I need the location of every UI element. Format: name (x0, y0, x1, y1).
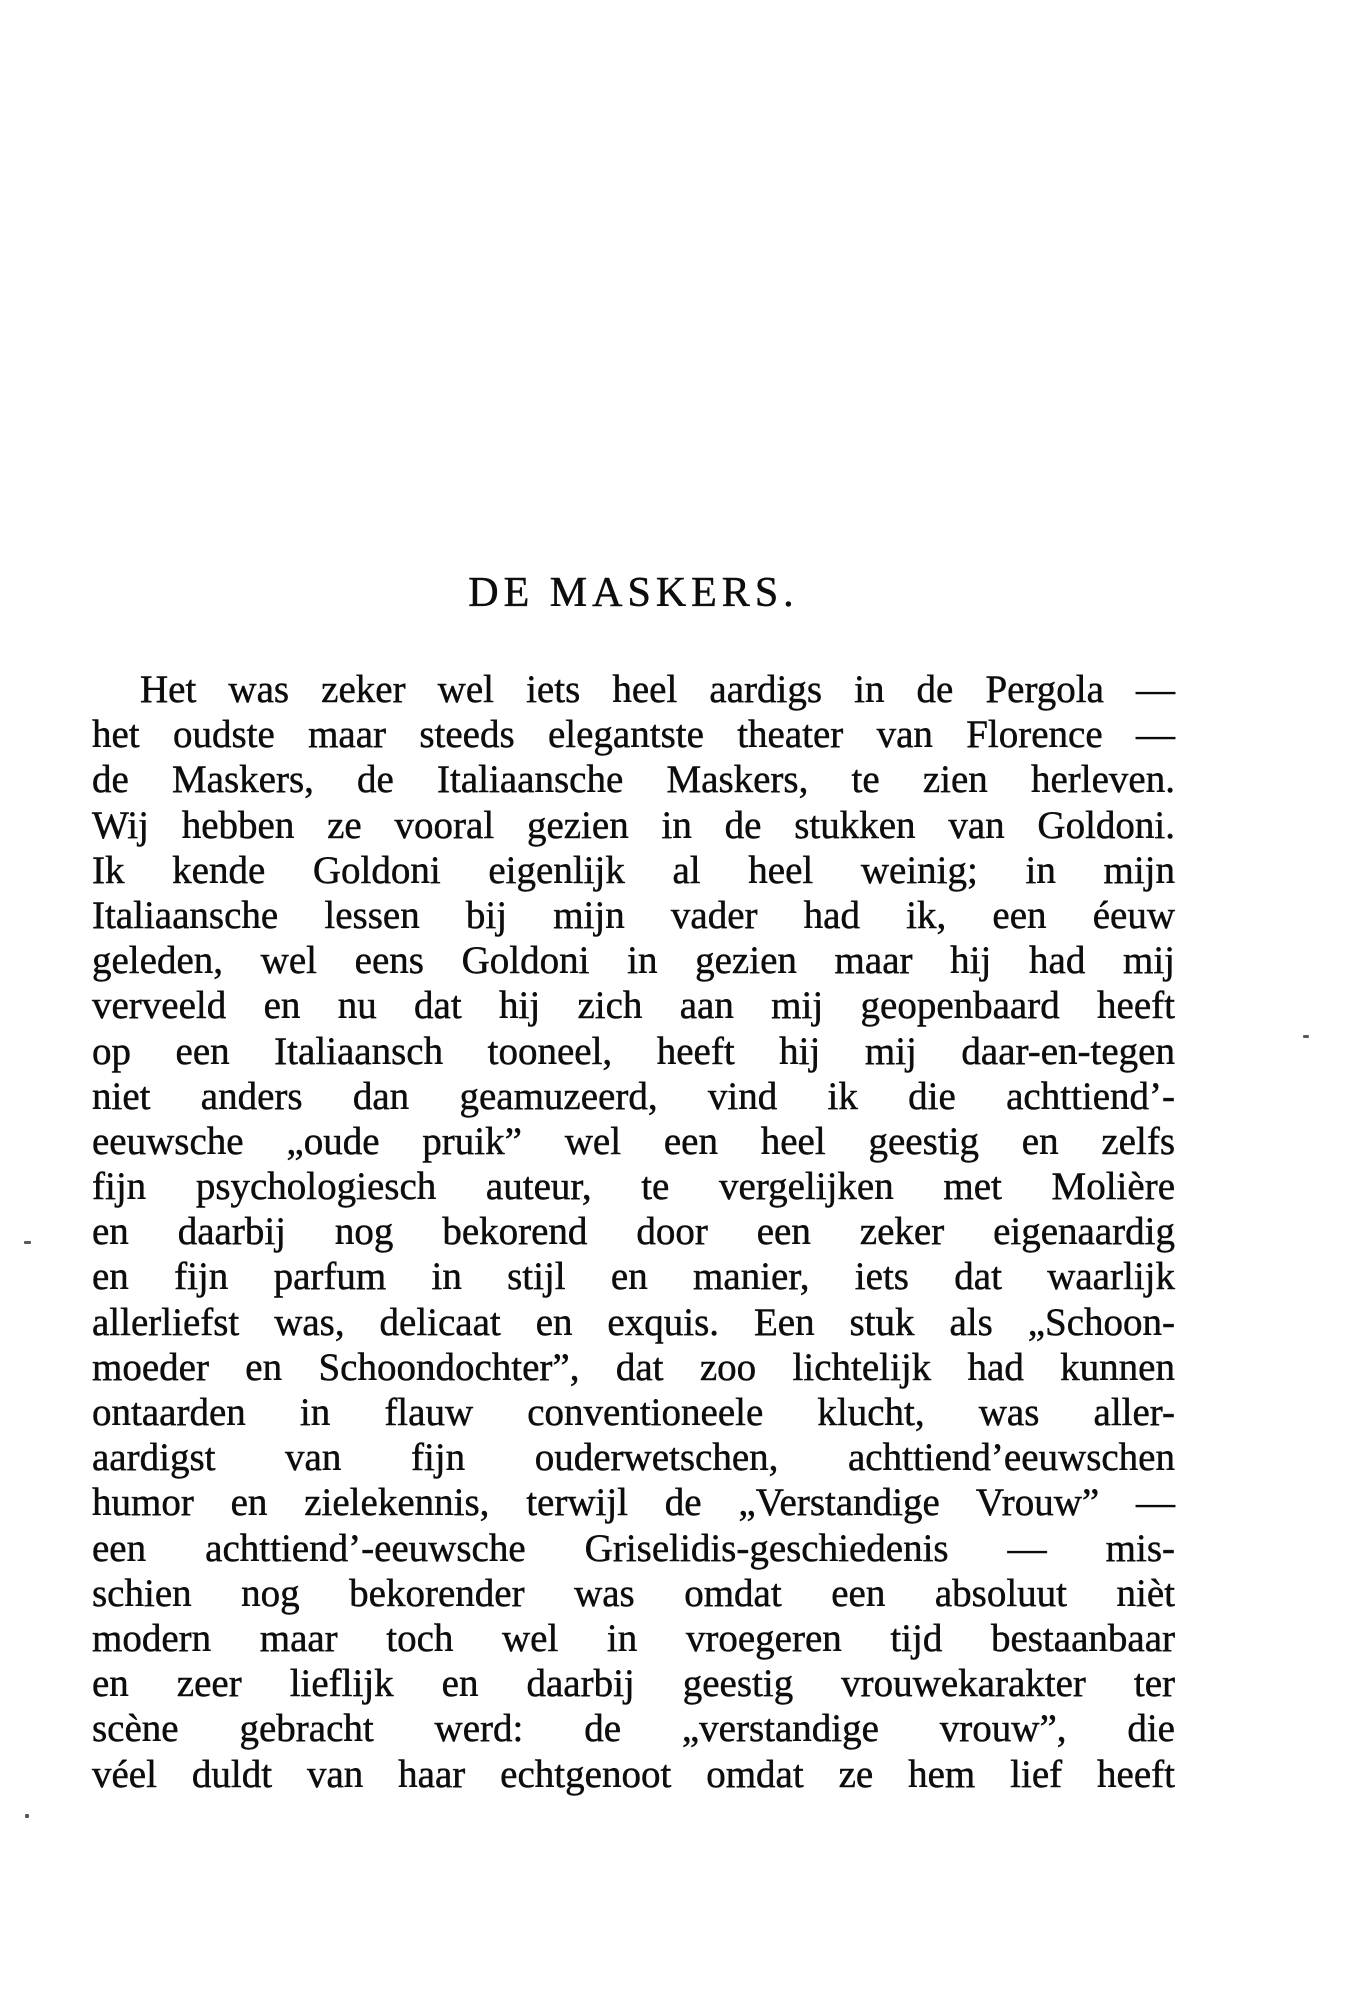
paragraph-line: ontaarden in flauw conventioneele klucht, was aller- (92, 1391, 1175, 1434)
paragraph-line: en fijn parfum in stijl en manier, iets dat waarlijk (92, 1255, 1175, 1299)
paragraph-line: Italiaansche lessen bij mijn vader had ik, een éeuw (92, 893, 1175, 937)
page-title: DE MASKERS. (468, 570, 799, 616)
paragraph-line: modern maar toch wel in vroegeren tijd bestaanbaar (92, 1616, 1175, 1660)
paragraph-line: een achttiend’-eeuwsche Griselidis-geschiedenis — mis- (92, 1526, 1175, 1570)
paragraph-line: en zeer lieflijk en daarbij geestig vrouwekarakter ter (92, 1662, 1175, 1706)
paragraph-line: verveeld en nu dat hij zich aan mij geopenbaard heeft (92, 984, 1175, 1028)
scan-speck (24, 1241, 31, 1244)
paragraph-line: de Maskers, de Italiaansche Maskers, te zien herleven. (92, 758, 1175, 802)
paragraph-line: moeder en Schoondochter”, dat zoo lichtelijk had kunnen (92, 1345, 1175, 1389)
paragraph-line: allerliefst was, delicaat en exquis. Een stuk als „Schoon- (92, 1300, 1175, 1344)
paragraph (92, 667, 1175, 1797)
paragraph-line: humor en zielekennis, terwijl de „Verstandige Vrouw” — (92, 1481, 1175, 1525)
paragraph-line: eeuwsche „oude pruik” wel een heel geestig en zelfs (92, 1119, 1175, 1163)
paragraph-line: niet anders dan geamuzeerd, vind ik die achttiend’- (92, 1074, 1175, 1118)
paragraph-line: geleden, wel eens Goldoni in gezien maar hij had mij (92, 939, 1175, 983)
paragraph-line: scène gebracht werd: de „verstandige vrouw”, die (92, 1707, 1175, 1751)
scan-speck (25, 1814, 29, 1818)
paragraph-line: het oudste maar steeds elegantste theater van Florence — (92, 713, 1175, 757)
paragraph-line: en daarbij nog bekorend door een zeker eigenaardig (92, 1210, 1175, 1254)
paragraph-line: aardigst van fijn ouderwetschen, achttiend’eeuwschen (92, 1436, 1175, 1480)
paragraph-line: Het was zeker wel iets heel aardigs in de Pergola — (140, 668, 1175, 711)
paragraph-line: op een Italiaansch tooneel, heeft hij mij daar-en-tegen (92, 1029, 1175, 1073)
paragraph-line: véel duldt van haar echtgenoot omdat ze hem lief heeft (92, 1752, 1175, 1796)
paragraph-line: Wij hebben ze vooral gezien in de stukken van Goldoni. (92, 803, 1175, 847)
paragraph-line: fijn psychologiesch auteur, te vergelijken met Molière (92, 1165, 1175, 1209)
paragraph-line: schien nog bekorender was omdat een absoluut nièt (92, 1571, 1175, 1615)
scan-speck (1303, 1035, 1309, 1038)
paragraph-line: Ik kende Goldoni eigenlijk al heel weinig; in mijn (92, 848, 1175, 892)
